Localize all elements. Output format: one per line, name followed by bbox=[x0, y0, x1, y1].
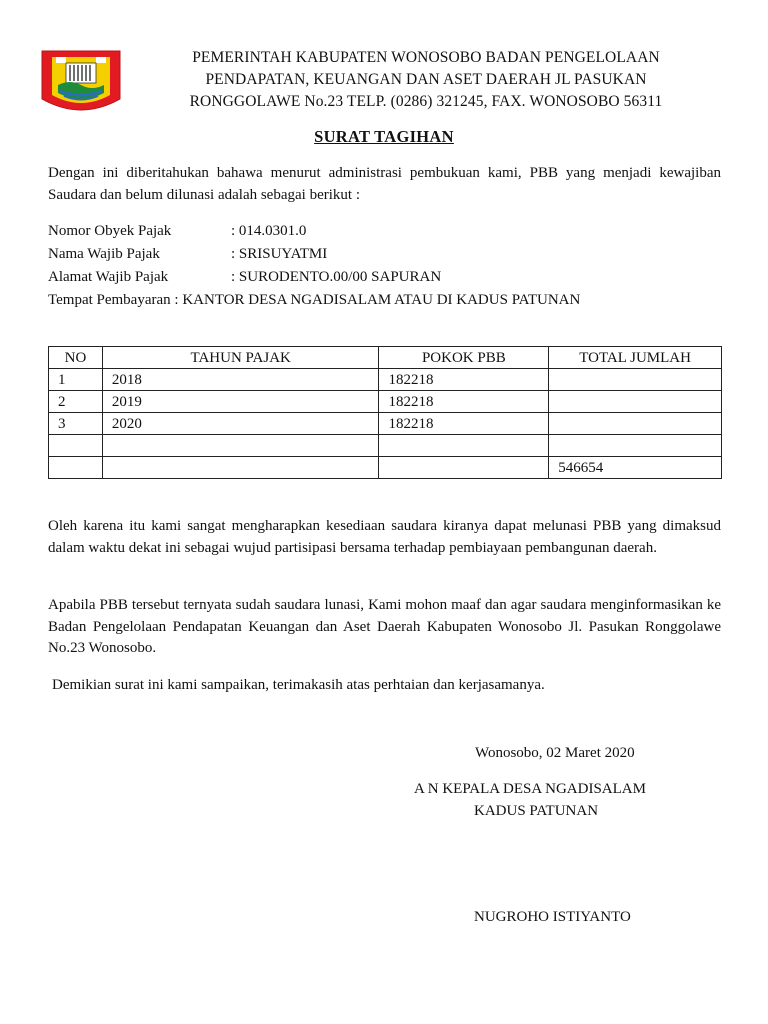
column-header-total: TOTAL JUMLAH bbox=[549, 347, 722, 369]
cell-tax-year: 2018 bbox=[102, 369, 379, 391]
cell-total bbox=[549, 413, 722, 435]
cell-no: 1 bbox=[49, 369, 103, 391]
signatory-name: NUGROHO ISTIYANTO bbox=[474, 909, 631, 925]
field-value: : 014.0301.0 bbox=[231, 223, 307, 239]
cell-no bbox=[49, 435, 103, 457]
paragraph-request: Oleh karena itu kami sangat mengharapkan kesediaan saudara kiranya dapat melunasi PBB yang dimaksud dalam waktu dekat ini sebagai wujud partisipasi bersama terhadap pembiayaan pembangunan daerah. bbox=[48, 518, 721, 556]
table-row bbox=[49, 413, 722, 435]
letterhead-line-2: PENDAPATAN, KEUANGAN DAN ASET DAERAH JL PASUKAN bbox=[205, 71, 647, 88]
bill-table bbox=[48, 346, 722, 479]
field-label: Nama Wajib Pajak bbox=[48, 246, 160, 262]
letter-title: SURAT TAGIHAN bbox=[314, 127, 454, 146]
field-value: : SURODENTO.00/00 SAPURAN bbox=[231, 269, 442, 285]
table-row bbox=[49, 369, 722, 391]
letterhead-line-3: RONGGOLAWE No.23 TELP. (0286) 321245, FAX. WONOSOBO 56311 bbox=[189, 93, 663, 110]
cell-no: 3 bbox=[49, 413, 103, 435]
column-header-no: NO bbox=[49, 347, 103, 369]
table-row bbox=[49, 391, 722, 413]
cell-tax-year: 2020 bbox=[102, 413, 379, 435]
regency-emblem-logo bbox=[40, 49, 122, 117]
field-label: Alamat Wajib Pajak bbox=[48, 269, 169, 285]
cell-principal: 182218 bbox=[379, 391, 549, 413]
intro-paragraph: Dengan ini diberitahukan bahawa menurut administrasi pembukuan kami, PBB yang menjadi kewajiban Saudara dan belum dilunasi adalah sebagai berikut : bbox=[48, 165, 721, 203]
cell-total bbox=[549, 369, 722, 391]
cell-no bbox=[49, 457, 103, 479]
cell-tax-year bbox=[102, 435, 379, 457]
cell-total bbox=[549, 435, 722, 457]
column-header-tax-year: TAHUN PAJAK bbox=[102, 347, 379, 369]
place-date: Wonosobo, 02 Maret 2020 bbox=[475, 745, 635, 761]
table-row bbox=[49, 435, 722, 457]
cell-total bbox=[549, 391, 722, 413]
cell-principal: 182218 bbox=[379, 413, 549, 435]
cell-principal: 182218 bbox=[379, 369, 549, 391]
cell-tax-year: 2019 bbox=[102, 391, 379, 413]
field-row-taxpayer-address bbox=[48, 266, 580, 289]
column-header-principal: POKOK PBB bbox=[379, 347, 549, 369]
field-label: Nomor Obyek Pajak bbox=[48, 223, 172, 239]
field-value: : SRISUYATMI bbox=[231, 246, 328, 262]
table-total-row bbox=[49, 457, 722, 479]
table-header-row bbox=[49, 347, 722, 369]
cell-tax-year bbox=[102, 457, 379, 479]
cell-principal bbox=[379, 435, 549, 457]
taxpayer-details bbox=[48, 220, 580, 312]
paragraph-already-paid: Apabila PBB tersebut ternyata sudah saudara lunasi, Kami mohon maaf dan agar saudara menginformasikan ke Badan Pengelolaan Pendapatan Keuangan dan Aset Daerah Kabupaten Wonosobo Jl. Pasukan Ronggolawe No.23 Wonosobo. bbox=[48, 597, 721, 656]
letterhead-line-1: PEMERINTAH KABUPATEN WONOSOBO BADAN PENGELOLAAN bbox=[192, 49, 660, 66]
payment-place: Tempat Pembayaran : KANTOR DESA NGADISALAM ATAU DI KADUS PATUNAN bbox=[48, 292, 581, 308]
letterhead bbox=[150, 47, 702, 113]
cell-no: 2 bbox=[49, 391, 103, 413]
cell-grand-total: 546654 bbox=[549, 457, 722, 479]
closing-paragraph: Demikian surat ini kami sampaikan, terimakasih atas perhtaian dan kerjasamanya. bbox=[52, 677, 545, 693]
field-row-tax-object-number bbox=[48, 220, 580, 243]
signatory-unit: KADUS PATUNAN bbox=[474, 803, 599, 819]
signatory-position: A N KEPALA DESA NGADISALAM bbox=[414, 781, 646, 797]
cell-principal bbox=[379, 457, 549, 479]
field-row-taxpayer-name bbox=[48, 243, 580, 266]
